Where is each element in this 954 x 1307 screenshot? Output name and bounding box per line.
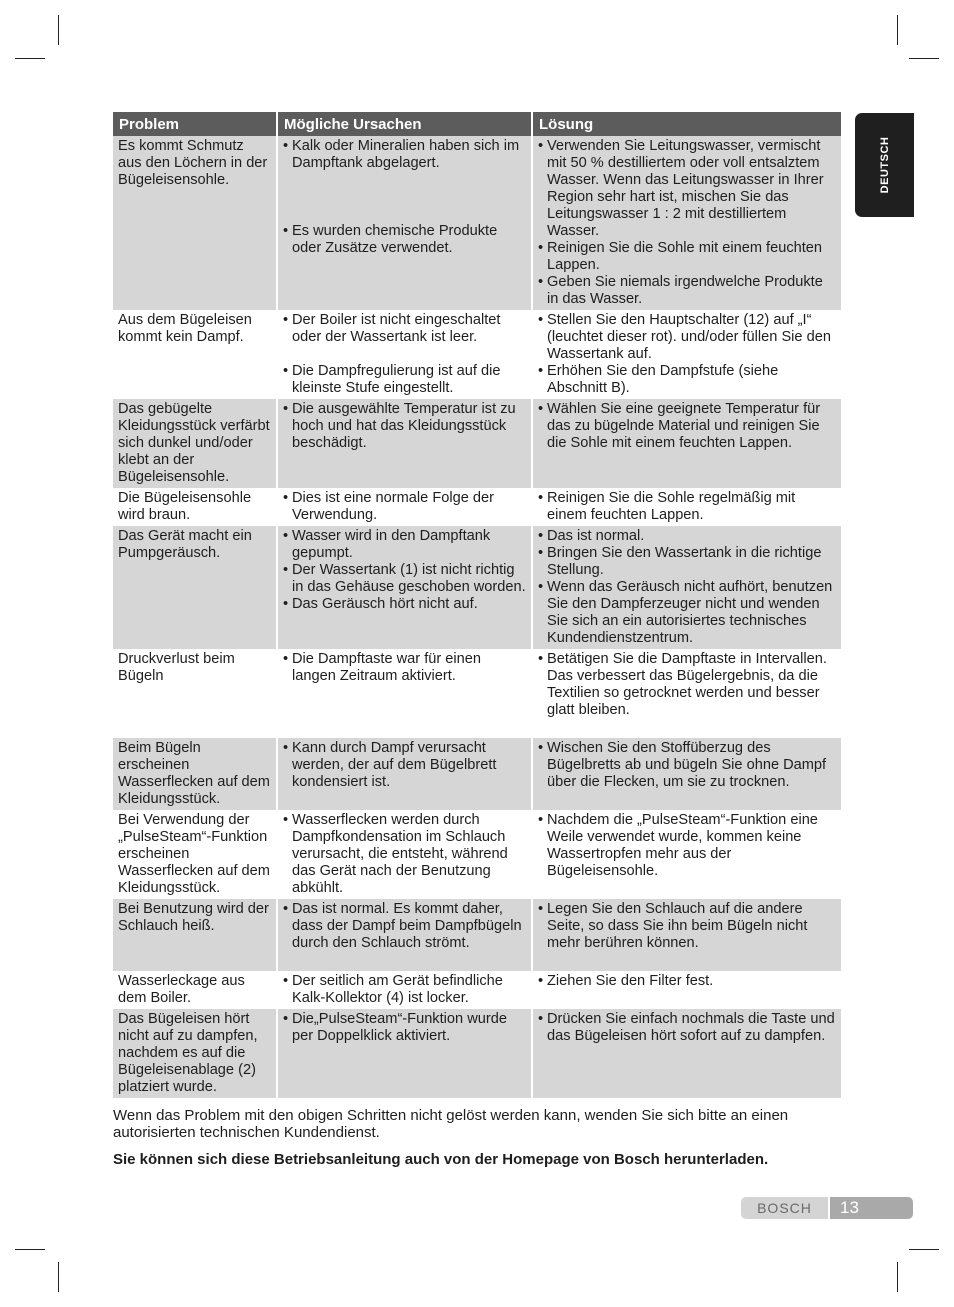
table-row (113, 526, 841, 649)
language-tab (855, 113, 914, 217)
table-header-row (113, 112, 841, 136)
causes-cell (278, 310, 533, 399)
causes-cell (278, 899, 533, 971)
solution-item: • Wählen Sie eine geeignete Temperatur für das zu bügelnde Material und reinigen Sie die Sohle mit einem feuchten Lappen. (538, 401, 836, 452)
header-solution: Lösung (533, 112, 841, 136)
crop-mark (15, 1249, 45, 1250)
cause-item: • Wasserflecken werden durch Dampfkondensation im Schlauch verursacht, die entsteht, während das Gerät nach der Benutzung abkühlt. (283, 812, 526, 897)
table-row (113, 310, 841, 399)
problem-cell: Aus dem Bügeleisen kommt kein Dampf. (113, 310, 278, 399)
cause-item: • Die ausgewählte Temperatur ist zu hoch und hat das Kleidungsstück beschädigt. (283, 401, 526, 452)
crop-mark (909, 58, 939, 59)
solution-cell (533, 1009, 841, 1098)
table-row (113, 1009, 841, 1098)
table-row (113, 649, 841, 738)
cause-item: • Das Geräusch hört nicht auf. (283, 596, 526, 613)
causes-cell (278, 810, 533, 899)
solution-item: • Drücken Sie einfach nochmals die Taste und das Bügeleisen hört sofort auf zu dampfen. (538, 1011, 836, 1045)
causes-cell (278, 136, 533, 310)
solution-cell (533, 810, 841, 899)
table-row (113, 971, 841, 1009)
troubleshooting-table (113, 112, 841, 1098)
table-row (113, 738, 841, 810)
crop-mark (897, 1262, 898, 1292)
solution-cell (533, 310, 841, 399)
cause-item: • Der Boiler ist nicht eingeschaltet oder der Wassertank ist leer. (283, 312, 526, 346)
solution-item: • Reinigen Sie die Sohle regelmäßig mit einem feuchten Lappen. (538, 490, 836, 524)
solution-item: • Wenn das Geräusch nicht aufhört, benutzen Sie den Dampferzeuger nicht und wenden Sie sich an ein autorisiertes technisches Kundendienstzentrum. (538, 579, 836, 647)
problem-cell: Das Gerät macht ein Pumpgeräusch. (113, 526, 278, 649)
cause-item: • Das ist normal. Es kommt daher, dass der Dampf beim Dampfbügeln durch den Schlauch strömt. (283, 901, 526, 952)
table-row (113, 399, 841, 488)
problem-cell: Druckverlust beim Bügeln (113, 649, 278, 738)
solution-item: • Erhöhen Sie den Dampfstufe (siehe Abschnitt B). (538, 363, 836, 397)
solution-item: • Legen Sie den Schlauch auf die andere Seite, so dass Sie ihn beim Bügeln nicht mehr berühren können. (538, 901, 836, 952)
solution-item: • Ziehen Sie den Filter fest. (538, 973, 836, 990)
cause-item: • Es wurden chemische Produkte oder Zusätze verwendet. (283, 223, 526, 257)
problem-cell: Wasserleckage aus dem Boiler. (113, 971, 278, 1009)
causes-cell (278, 399, 533, 488)
cause-item: • Dies ist eine normale Folge der Verwendung. (283, 490, 526, 524)
causes-cell (278, 971, 533, 1009)
solution-item: • Das ist normal. (538, 528, 836, 545)
crop-mark (58, 1262, 59, 1292)
cause-item: • Wasser wird in den Dampftank gepumpt. (283, 528, 526, 562)
crop-mark (15, 58, 45, 59)
solution-item: • Bringen Sie den Wassertank in die richtige Stellung. (538, 545, 836, 579)
cause-item: • Die Dampfregulierung ist auf die kleinste Stufe eingestellt. (283, 363, 526, 397)
support-note: Wenn das Problem mit den obigen Schritten nicht gelöst werden kann, wenden Sie sich bitte an einen autorisierten technischen Kundendienst. (113, 1107, 789, 1141)
solution-cell (533, 738, 841, 810)
solution-item: • Nachdem die „PulseSteam“-Funktion eine Weile verwendet wurde, kommen keine Wassertropfen mehr aus der Bügeleisensohle. (538, 812, 836, 880)
solution-item: • Wischen Sie den Stoffüberzug des Bügelbretts ab und bügeln Sie ohne Dampf über die Flecken, um sie zu trocknen. (538, 740, 836, 791)
causes-cell (278, 526, 533, 649)
footer-brand: BOSCH (741, 1197, 828, 1219)
solution-item: • Geben Sie niemals irgendwelche Produkte in das Wasser. (538, 274, 836, 308)
problem-cell: Das gebügelte Kleidungsstück verfärbt sich dunkel und/oder klebt an der Bügeleisensohle. (113, 399, 278, 488)
causes-cell (278, 488, 533, 526)
solution-item: • Reinigen Sie die Sohle mit einem feuchten Lappen. (538, 240, 836, 274)
solution-cell (533, 971, 841, 1009)
crop-mark (897, 15, 898, 45)
solution-item: • Betätigen Sie die Dampftaste in Intervallen. Das verbessert das Bügelergebnis, da die Textilien so getrocknet werden und besser glatt bleiben. (538, 651, 836, 719)
solution-cell (533, 136, 841, 310)
problem-cell: Das Bügeleisen hört nicht auf zu dampfen, nachdem es auf die Bügeleisenablage (2) platziert wurde. (113, 1009, 278, 1098)
cause-item: • Kalk oder Mineralien haben sich im Dampftank abgelagert. (283, 138, 526, 172)
causes-cell (278, 649, 533, 738)
problem-cell: Bei Benutzung wird der Schlauch heiß. (113, 899, 278, 971)
solution-item: • Stellen Sie den Hauptschalter (12) auf „I“ (leuchtet dieser rot). und/oder füllen Sie den Wassertank auf. (538, 312, 836, 363)
table-row (113, 810, 841, 899)
solution-item: • Verwenden Sie Leitungswasser, vermischt mit 50 % destilliertem oder voll entsalztem Wasser. Wenn das Leitungswasser in Ihrer Region sehr hart ist, mischen Sie das Leitungswasser 1 : 2 mit destilliertem Wasser. (538, 138, 836, 240)
problem-cell: Beim Bügeln erscheinen Wasserflecken auf dem Kleidungsstück. (113, 738, 278, 810)
language-tab-label: DEUTSCH (878, 136, 891, 194)
problem-cell: Die Bügeleisensohle wird braun. (113, 488, 278, 526)
table-row (113, 136, 841, 310)
solution-cell (533, 488, 841, 526)
causes-cell (278, 738, 533, 810)
header-problem: Problem (113, 112, 278, 136)
page-number: 13 (830, 1197, 913, 1219)
header-causes: Mögliche Ursachen (278, 112, 533, 136)
problem-cell: Es kommt Schmutz aus den Löchern in der Bügeleisensohle. (113, 136, 278, 310)
table-row (113, 899, 841, 971)
cause-item: • Der Wassertank (1) ist nicht richtig in das Gehäuse geschoben worden. (283, 562, 526, 596)
solution-cell (533, 399, 841, 488)
solution-cell (533, 526, 841, 649)
problem-cell: Bei Verwendung der „PulseSteam“-Funktion erscheinen Wasserflecken auf dem Kleidungsstück. (113, 810, 278, 899)
cause-item: • Der seitlich am Gerät befindliche Kalk-Kollektor (4) ist locker. (283, 973, 526, 1007)
cause-item: • Die„PulseSteam“-Funktion wurde per Doppelklick aktiviert. (283, 1011, 526, 1045)
crop-mark (58, 15, 59, 45)
causes-cell (278, 1009, 533, 1098)
solution-cell (533, 649, 841, 738)
solution-cell (533, 899, 841, 971)
table-row (113, 488, 841, 526)
cause-item: • Kann durch Dampf verursacht werden, der auf dem Bügelbrett kondensiert ist. (283, 740, 526, 791)
download-note: Sie können sich diese Betriebsanleitung auch von der Homepage von Bosch herunterladen. (113, 1151, 769, 1168)
cause-item: • Die Dampftaste war für einen langen Zeitraum aktiviert. (283, 651, 526, 685)
crop-mark (909, 1249, 939, 1250)
